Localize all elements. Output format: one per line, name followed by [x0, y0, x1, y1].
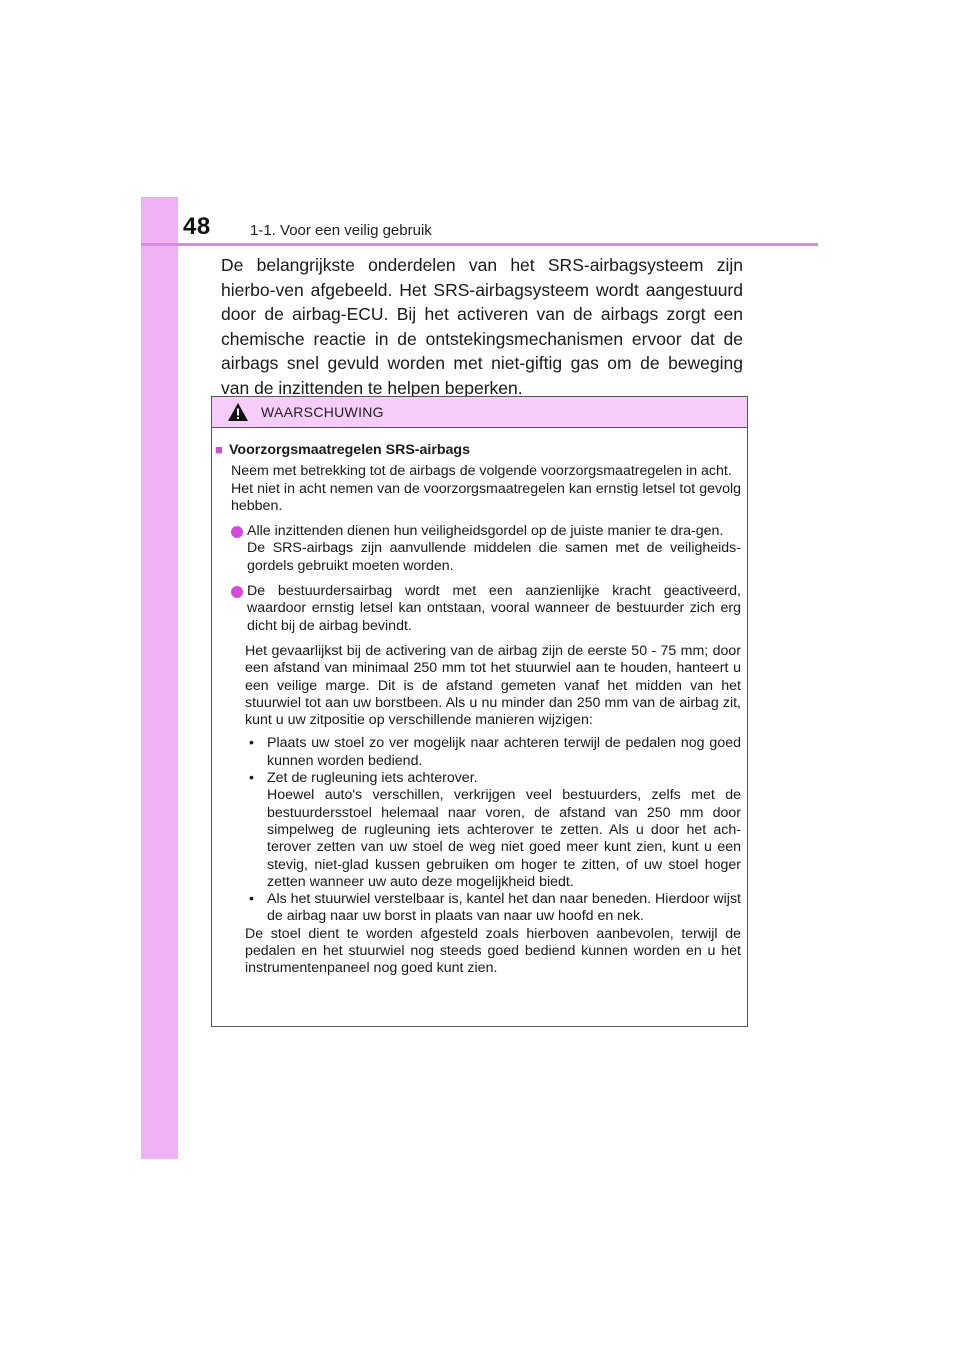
- warning-para-2: Het niet in acht nemen van de voorzorgsmaatregelen kan ernstig letsel tot gevolg hebben.: [231, 480, 741, 514]
- sub-bullet-marker: •: [249, 735, 254, 752]
- sub-bullet-marker: •: [249, 770, 254, 787]
- warning-body: [212, 428, 747, 978]
- sub-item-1-text: Plaats uw stoel zo ver mogelijk naar achteren terwijl de pedalen nog goed kunnen worden bediend.: [267, 735, 741, 769]
- sub-item-2-text: Zet de rugleuning iets achterover.: [267, 770, 478, 787]
- bullet-item: [231, 583, 741, 635]
- bullet-item: [231, 523, 741, 575]
- sub-bullet-marker: •: [249, 891, 254, 908]
- circle-bullet-icon: [231, 526, 243, 538]
- page-number: 48: [183, 213, 211, 240]
- bullet-1-text-cont: De SRS-airbags zijn aanvullende middelen die samen met de veiligheids-gordels gebruikt moeten worden.: [247, 540, 741, 574]
- sub-item-3-text: Als het stuurwiel verstelbaar is, kantel het dan naar beneden. Hierdoor wijst de airbag naar uw borst in plaats van naar uw hoofd en nek.: [267, 891, 741, 925]
- warning-box: [211, 396, 748, 1027]
- warning-heading: Voorzorgsmaatregelen SRS-airbags: [229, 442, 470, 458]
- square-bullet-icon: ■: [215, 442, 223, 457]
- warning-header: [212, 397, 747, 428]
- sub-item: [245, 770, 741, 891]
- bullet-2-text: De bestuurdersairbag wordt met een aanzienlijke kracht geactiveerd, waardoor ernstig letsel kan ontstaan, vooral wanneer de bestuurder zich erg dicht bij de airbag bevindt.: [247, 583, 741, 634]
- chapter-side-tab: [141, 197, 178, 1159]
- section-title: 1-1. Voor een veilig gebruik: [250, 222, 432, 239]
- header-rule: [141, 243, 818, 246]
- bullet-1-text: Alle inzittenden dienen hun veiligheidsgordel op de juiste manier te dra-gen.: [247, 523, 724, 540]
- sub-item: [245, 891, 741, 926]
- warning-heading-row: [215, 441, 741, 459]
- intro-paragraph: De belangrijkste onderdelen van het SRS-airbagsysteem zijn hierbo-ven afgebeeld. Het SRS-airbagsysteem wordt aangestuurd door de airbag-ECU. Bij het activeren van de airbags zorgt een chemische reactie in de ontstekingsmechanismen ervoor dat de airbags snel gevuld worden met niet-giftig gas om de beweging van de inzittenden te helpen beperken.: [221, 255, 743, 398]
- warning-triangle-icon: [227, 402, 249, 422]
- warning-para-3: Het gevaarlijkst bij de activering van de airbag zijn de eerste 50 - 75 mm; door een afstand van minimaal 250 mm tot het stuurwiel aan te houden, hanteert u een veilige marge. Dit is de afstand gemeten vanaf het midden van het stuurwiel tot aan uw borstbeen. Als u nu minder dan 250 mm van de airbag zit, kunt u uw zitpositie op verschillende manieren wijzigen:: [245, 642, 741, 729]
- sub-item: [245, 735, 741, 770]
- sub-item-2-text-cont: Hoewel auto's verschillen, verkrijgen veel bestuurders, zelfs met de bestuurdersstoel helemaal naar voren, de afstand van 250 mm door simpelweg de rugleuning iets achterover te zetten. Als u door het ach-terover zetten van uw stoel de weg niet goed meer kunt zien, kunt u een stevig, niet-glad kussen gebruiken om hoger te zitten, of uw stoel hoger zetten wanneer uw auto deze mogelijkheid biedt.: [267, 787, 741, 890]
- warning-para-1: Neem met betrekking tot de airbags de volgende voorzorgsmaatregelen in acht.: [231, 463, 732, 480]
- circle-bullet-icon: [231, 586, 243, 598]
- warning-title: WAARSCHUWING: [261, 404, 384, 420]
- warning-para-4: De stoel dient te worden afgesteld zoals hierboven aanbevolen, terwijl de pedalen en het stuurwiel nog steeds goed bediend kunnen worden en u het instrumentenpaneel nog goed kunt zien.: [245, 925, 741, 977]
